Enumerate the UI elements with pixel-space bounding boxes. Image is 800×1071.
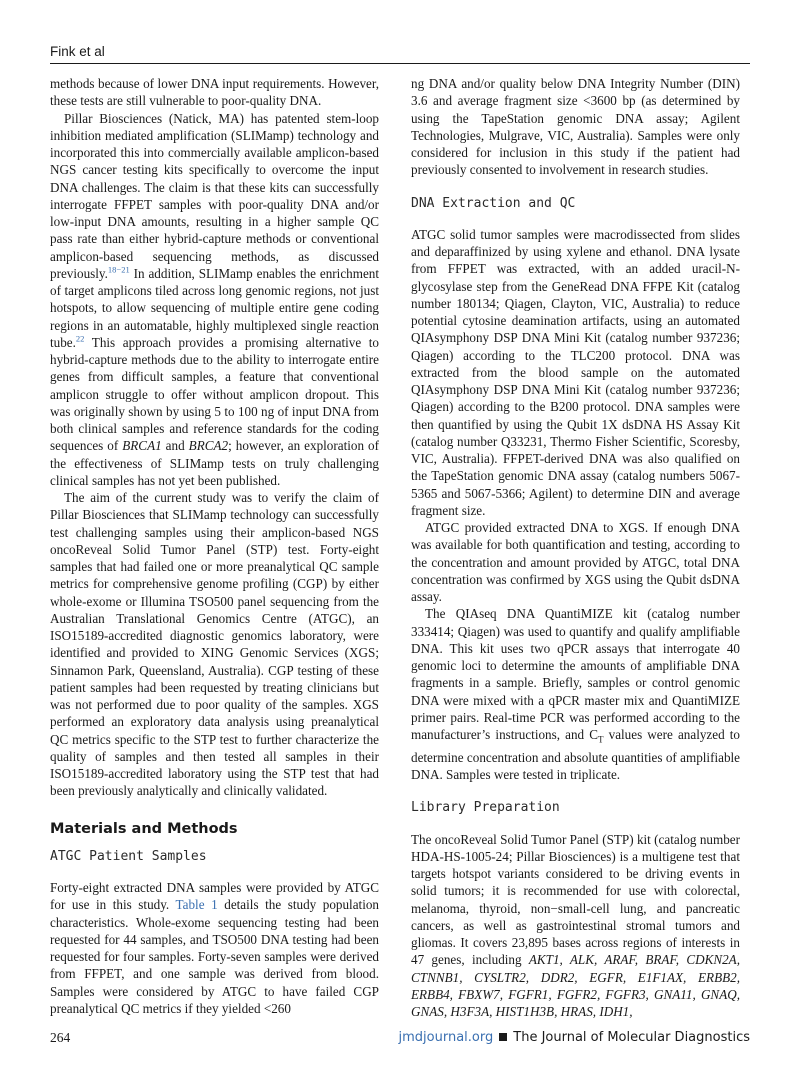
gene-list: AKT1, ALK, ARAF, BRAF, CDKN2A, CTNNB1, CYSLTR2, DDR2, EGFR, E1F1AX, ERBB2, ERBB4, FBXW7, FGFR1, FGFR2, FGFR3, GNA11, GNAQ, GNAS, H3F3A, HIST1H3B, HRAS, IDH1, xyxy=(411,952,740,1020)
paragraph-text: The aim of the current study was to verify the claim of Pillar Biosciences that SLIMamp technology can successfully test challenging samples using their amplicon-based NGS oncoReveal Solid Tumor Panel (STP) test. Forty-eight samples that had failed one or more preanalytical QC sample metrics for comprehensive genome profiling (CGP) by either whole-exome or Illumina TSO500 panel sequencing from the Australian Translational Genomics Centre (ATGC), an ISO15189-accredited diagnostic genomics laboratory, were identified and provided to XING Genomic Services (XGS; Sinnamon Park, Queensland, Australia). CGP testing of these patient samples had been requested by treating clinicians but was not performed due to poor quality of the samples. XGS performed an exploratory data analysis using preanalytical QC metrics specific to the STP test to further characterize the quality of samples and then tested all samples in their ISO15189-accredited laboratory using the STP test that had been previously analytically and clinically validated. xyxy=(50,490,379,799)
paragraph-text: This approach provides a promising alternative to hybrid-capture methods due to the ability to interrogate entire genes from difficult samples, a feature that conventional amplicon struggle to offer without amplicon dropout. This was originally shown by using 5 to 100 ng of input DNA from both clinical samples and reference standards for the coding sequences of xyxy=(50,334,379,454)
paragraph-text: methods because of lower DNA input requirements. However, these tests are still vulnerable to poor-quality DNA. xyxy=(50,76,379,109)
paragraph-text: The oncoReveal Solid Tumor Panel (STP) kit (catalog number HDA-HS-1005-24; Pillar Biosciences) is a multigene test that targets hotspot variants considered to be driving events in solid tumors; it is recommended for use with colorectal, melanoma, thyroid, non−small-cell lung, and pancreatic cancers, as well as gastrointestinal stromal tumors and gliomas. It covers 23,895 bases across regions of interests in 47 genes, including xyxy=(411,831,740,968)
journal-footer xyxy=(399,1030,750,1045)
paragraph xyxy=(50,879,379,1017)
section-heading: Materials and Methods xyxy=(50,820,238,837)
paragraph-text: Pillar Biosciences (Natick, MA) has patented stem-loop inhibition mediated amplification (SLIMamp) technology and incorporated this into commercially available amplicon-based NGS cancer testing kits specifically to overcome the input DNA challenges. The claim is that these kits can successfully interrogate FFPET samples with poor-quality DNA and/or low-input DNA amounts, resulting in a higher sample QC pass rate than either hybrid-capture methods or conventional amplicon-based sequencing methods, as discussed previously. xyxy=(50,110,379,281)
citation-link[interactable]: 18−21 xyxy=(107,264,130,275)
table-link[interactable]: Table 1 xyxy=(175,897,218,913)
paragraph xyxy=(50,75,379,110)
square-separator-icon xyxy=(499,1033,507,1041)
gene-name: BRCA1 xyxy=(122,438,162,454)
subsection-heading: DNA Extraction and QC xyxy=(411,195,576,211)
subsection-heading: ATGC Patient Samples xyxy=(50,848,207,864)
paragraph xyxy=(50,110,379,490)
paragraph-text: In addition, SLIMamp enables the enrichment of target amplicons tiled across long genomic regions, not just hotspots, to allow sequencing of multiple entire gene coding regions in an automatable, highly multiplexed single reaction tube. xyxy=(50,265,379,350)
paragraph-text: The QIAseq DNA QuantiMIZE kit (catalog number 333414; Qiagen) was used to quantify and qualify amplifiable DNA. This kit uses two qPCR assays that interrogate 40 genomic loci to determine the amounts of amplifiable DNA fragments in a sample. Briefly, samples or control genomic DNA were mixed with a qPCR master mix and QuantiMIZE primer pairs. Real-time PCR was performed according to the manufacturer’s instructions, and C xyxy=(411,606,740,742)
citation-link[interactable]: 22 xyxy=(75,333,85,344)
header-rule xyxy=(50,63,750,64)
paragraph-text: ng DNA and/or quality below DNA Integrity Number (DIN) 3.6 and average fragment size <3600 bp (as determined by using the TapeStation genomic DNA assay; Agilent Technologies, Mulgrave, VIC, Australia). Samples were only considered for inclusion in this study if the patient had previously consented to involvement in research studies. xyxy=(411,76,740,178)
paragraph-text: ATGC provided extracted DNA to XGS. If enough DNA was available for both quantification and testing, according to the concentration and amount provided by ATGC, total DNA concentration was confirmed by XGS using the Qubit dsDNA assay. xyxy=(411,520,740,604)
paragraph-text: ; however, an exploration of the effectiveness of SLIMamp tests on truly challenging clinical samples has not yet been published. xyxy=(50,438,379,488)
paragraph xyxy=(411,519,740,605)
journal-site-link[interactable]: jmdjournal.org xyxy=(398,1030,494,1045)
subsection-heading: Library Preparation xyxy=(411,800,560,816)
paragraph xyxy=(411,226,740,519)
running-title: Fink et al xyxy=(50,44,105,59)
paragraph xyxy=(411,605,740,783)
subscript: T xyxy=(598,734,604,745)
paragraph xyxy=(411,75,740,179)
paragraph-text: values were analyzed to determine concentration and absolute quantities of amplifiable DNA. Samples were tested in triplicate. xyxy=(411,727,740,783)
paragraph-text: details the study population characteristics. Whole-exome sequencing testing had been requested for 44 samples, and TSO500 DNA testing had been requested for four samples. Forty-seven samples were derived from FFPET, and one sample was derived from blood. Samples were considered by ATGC to have failed CGP preanalytical QC metrics if they yielded <260 xyxy=(50,897,379,1016)
paragraph xyxy=(50,489,379,800)
right-column xyxy=(411,75,740,1020)
page-number: 264 xyxy=(50,1030,71,1045)
paragraph-text: ATGC solid tumor samples were macrodissected from slides and deparaffinized by using xylene and ethanol. DNA lysate from FFPET was extracted, with an added uracil-N-glycosylase step from the GeneRead DNA FFPE Kit (catalog number 180134; Qiagen, Clayton, VIC, Australia) to reduce potential cytosine deamination artifacts, using an automated QIAsymphony DSP DNA Mini Kit (catalog number 937236; Qiagen) according to the TLC200 protocol. DNA was extracted from the blood sample on the automated QIAsymphony DSP DNA Mini Kit (catalog number 937236; Qiagen) according to the B200 protocol. DNA samples were then quantified by using the Qubit 1X dsDNA HS Assay Kit (catalog number Q33231, Thermo Fisher Scientific, Scoresby, VIC, Australia). FFPET-derived DNA was also qualified on the TapeStation genomic DNA assay (catalog numbers 5067-5365 and 5067-5366; Agilent) to determine DIN and average fragment size. xyxy=(411,226,740,518)
paragraph-text: Forty-eight extracted DNA samples were provided by ATGC for use in this study. xyxy=(50,880,379,913)
left-column xyxy=(50,75,379,1017)
gene-name: BRCA2 xyxy=(188,438,229,454)
paragraph xyxy=(411,831,740,1021)
journal-name: The Journal of Molecular Diagnostics xyxy=(513,1030,750,1045)
paragraph-text: and xyxy=(161,438,189,454)
